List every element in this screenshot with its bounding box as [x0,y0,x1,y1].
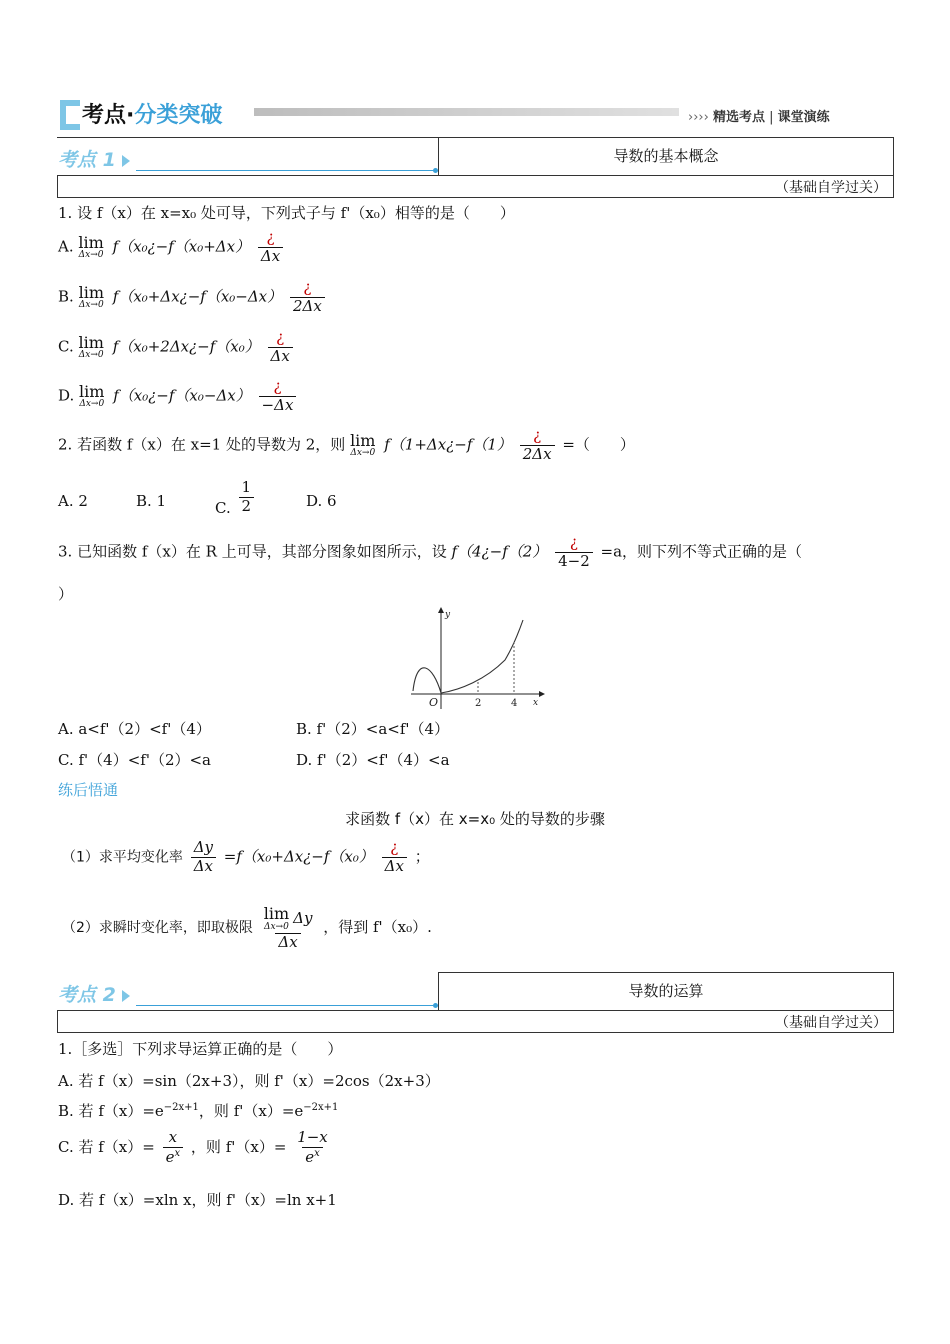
q1-option-c [58,330,296,365]
q3-stem-row [58,535,802,570]
lim-sub: Δx→0 [78,350,104,361]
lim-word: lim [78,332,104,352]
tag-arrow-icon [122,155,130,167]
lim-sub: Δx→0 [78,250,104,261]
q2-den: 2Δx [520,445,555,463]
q1-option-b [58,280,328,315]
limit-operator [78,234,103,261]
limit-operator [79,383,104,410]
q2-c-num: 1 [241,478,252,496]
header-title-dot: · [126,103,135,128]
page-header [58,96,893,136]
q4-c-num2: 1−x [297,1128,328,1146]
q1-d-fraction [259,379,297,414]
lim-sub: Δx→0 [79,399,105,410]
tag-arrow-icon [122,990,130,1002]
q1-a-fraction [258,230,283,265]
lim-sub: Δx→0 [78,300,104,311]
q1-d-den: −Δx [259,396,297,414]
q1-d-num: ¿ [273,377,282,395]
lim-word: lim [263,904,290,923]
q3-den: 4−2 [555,552,593,570]
q1-c-expr: f（x₀+2Δx¿−f（x₀） [112,337,260,356]
q4-b-main: B. 若 f（x）=e [58,1102,164,1120]
q3-option-a: A. a<f'（2）<f'（4） [58,720,211,738]
q4-b-exp1: −2x+1 [163,1102,199,1113]
q4-b-mid: ，则 f'（x）=e [198,1102,304,1120]
review-heading: 求函数 f（x）在 x=x₀ 处的导数的步骤 [345,810,605,828]
q2-option-c [215,478,257,518]
section1-topic: 导数的基本概念 [613,147,719,165]
q1-d-label: D. [58,386,75,405]
section1-topic-box [438,137,894,176]
q4-c-den2-exp: x [314,1147,320,1159]
review-step1 [62,840,430,875]
q4-b-exp2: −2x+1 [303,1102,339,1113]
q1-option-d [58,379,299,414]
header-right-sep: | [769,110,774,125]
q3-fraction [555,535,593,570]
y-axis-arrow-icon [438,607,444,613]
header-chevrons: ›››› [688,110,709,125]
q1-a-den: Δx [258,247,283,265]
q1-b-num: ¿ [303,278,312,296]
lim-word: lim [350,430,376,450]
q2-tail: =（ ） [562,435,635,454]
section1-tag-line [136,170,436,171]
step1-expr: =f（x₀+Δx¿−f（x₀） [223,847,374,866]
function-curve [413,620,523,693]
limit-operator [264,905,289,932]
lim-word: lim [78,282,104,302]
q2-option-a: A. 2 [58,492,88,510]
section2-tag [58,980,130,1007]
q3-close: ） [58,585,74,603]
lim-word: lim [79,381,105,401]
q3-tail: =a，则下列不等式正确的是（ [600,542,803,561]
step1-num: Δy [193,838,214,856]
step2-fraction [261,905,316,951]
q4-option-b [58,1100,338,1121]
step1-end: ； [414,847,430,866]
lim-sub: Δx→0 [350,448,376,459]
header-title-main: 考点 [82,103,127,128]
q2-stem-row [58,428,635,463]
q2-stem: 2. 若函数 f（x）在 x=1 处的导数为 2，则 [58,435,346,454]
x-axis-arrow-icon [539,691,545,697]
q4-c-mid: ，则 f'（x）= [190,1137,287,1156]
header-title-sub: 分类突破 [134,103,223,128]
review-step2 [62,905,432,951]
limit-operator [79,334,104,361]
q4-c-prefix: C. 若 f（x）= [58,1137,155,1156]
step1-prefix: （1）求平均变化率 [62,849,183,866]
q1-a-num: ¿ [266,228,275,246]
q3-option-b: B. f'（2）<a<f'（4） [296,720,450,738]
q2-num: ¿ [533,426,542,444]
section1-note: （基础自学过关） [775,180,887,196]
step2-end: ，得到 f'（x₀）. [323,918,432,937]
q2-fraction [520,428,555,463]
q1-c-num: ¿ [276,328,285,346]
header-right-a: 精选考点 [712,110,765,125]
q1-d-expr: f（x₀¿−f（x₀−Δx） [113,386,251,405]
step1-fraction2 [382,840,407,875]
q2-c-fraction [239,480,255,515]
section2-note: （基础自学过关） [775,1015,887,1031]
q1-option-a [58,230,286,265]
q4-c-fraction [163,1130,184,1166]
section1-note-box [57,175,894,198]
q3-option-c: C. f'（4）<f'（2）<a [58,751,211,769]
graph-y-label: y [445,610,451,620]
step1-den: Δx [191,857,216,875]
q1-a-label: A. [58,237,74,256]
q4-c-num: x [168,1128,178,1146]
header-rule [254,108,679,116]
section2-tag-label: 考点 2 [58,984,116,1006]
q3-expr: f（4¿−f（2） [451,542,548,561]
q3-stem: 3. 已知函数 f（x）在 R 上可导，其部分图象如图所示，设 [58,542,447,561]
q4-option-c [58,1130,334,1166]
q1-a-expr: f（x₀¿−f（x₀+Δx） [112,237,251,256]
q4-option-a: A. 若 f（x）=sin（2x+3），则 f'（x）=2cos（2x+3） [58,1072,440,1090]
step2-prefix: （2）求瞬时变化率，即取极限 [62,920,253,937]
q1-c-den: Δx [268,347,293,365]
q1-c-fraction [268,330,293,365]
q4-c-den-exp: x [174,1147,181,1159]
section2-tag-line [136,1005,436,1006]
limit-operator [79,284,104,311]
q1-b-expr: f（x₀+Δx¿−f（x₀−Δx） [112,287,283,306]
section2-topic: 导数的运算 [628,982,704,1000]
step1-fden: Δx [382,857,407,875]
q2-option-d: D. 6 [306,492,337,510]
q1-b-den: 2Δx [290,297,325,315]
q3-option-d: D. f'（2）<f'（4）<a [296,751,450,769]
q2-c-label: C. [215,499,231,518]
step2-num: Δy [293,908,313,927]
section1-tag [58,145,130,172]
q2-option-b: B. 1 [136,492,167,510]
q4-c-fraction2 [294,1130,331,1166]
q2-expr: f（1+Δx¿−f（1） [384,435,512,454]
graph-x-label: x [533,698,539,708]
q1-b-fraction [290,280,325,315]
section1-tag-label: 考点 1 [58,149,116,171]
q1-b-label: B. [58,287,74,306]
step1-fraction [191,840,216,875]
graph-origin: O [429,696,439,709]
lim-sub: Δx→0 [263,921,289,932]
header-right-b: 课堂演练 [777,110,830,125]
q4-c-den: e [165,1147,175,1166]
section2-note-box [57,1010,894,1033]
q2-c-den: 2 [239,497,255,515]
graph-tick-2: 2 [475,698,482,709]
lim-word: lim [78,232,104,252]
step1-fnum: ¿ [390,838,399,856]
q1-stem: 1. 设 f（x）在 x=x₀ 处可导，下列式子与 f'（x₀）相等的是（ ） [58,204,515,222]
q4-c-den2: e [305,1147,315,1166]
q3-num: ¿ [569,533,578,551]
limit-operator [350,432,375,459]
section2-topic-box [438,972,894,1011]
q3-function-graph [405,605,545,710]
step2-den: Δx [275,933,300,951]
q4-stem: 1.［多选］下列求导运算正确的是（ ） [58,1040,343,1058]
header-bracket-icon [58,98,84,132]
review-label: 练后悟通 [58,781,119,799]
graph-tick-4: 4 [511,698,518,709]
q4-option-d: D. 若 f（x）=xln x，则 f'（x）=ln x+1 [58,1191,337,1209]
q1-c-label: C. [58,337,74,356]
